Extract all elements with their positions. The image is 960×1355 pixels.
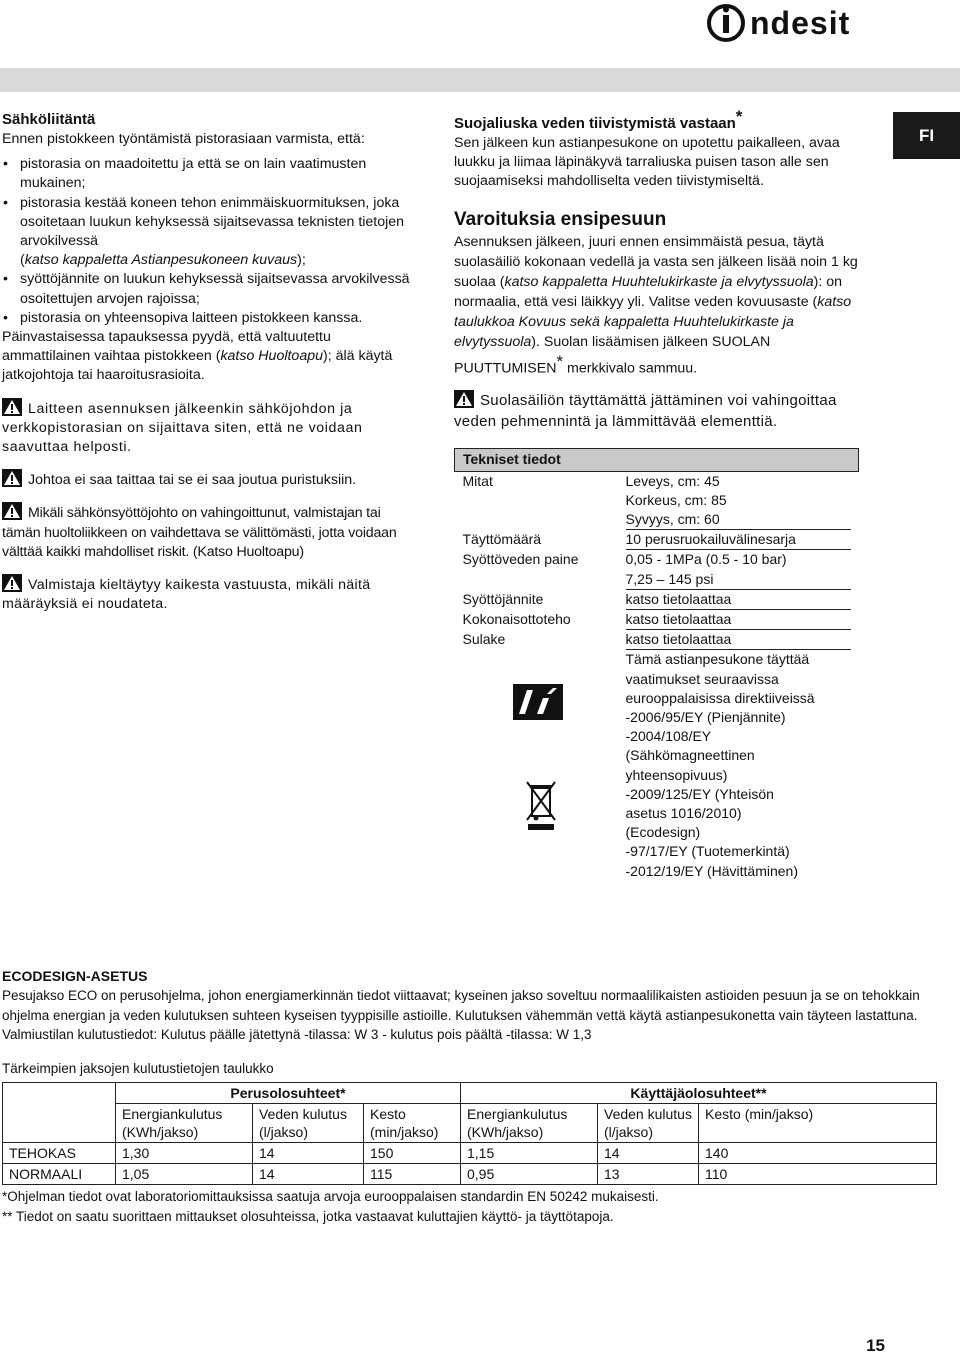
ce-mark-icon xyxy=(513,684,563,720)
ecodesign-title: ECODESIGN-ASETUS xyxy=(2,968,148,984)
technical-data-table xyxy=(454,448,859,880)
table-row xyxy=(455,650,859,880)
warning-icon xyxy=(454,390,474,408)
footnote: ** Tiedot on saatu suorittaen mittaukset olosuhteissa, jotka vastaavat kuluttajien käyttö- ja täyttötapoja. xyxy=(2,1208,614,1224)
warning-icon xyxy=(2,469,22,487)
language-tab: FI xyxy=(893,112,960,159)
warning-icon xyxy=(2,574,22,592)
list-item: • pistorasia kestää koneen tehon enimmäiskuormituksen, joka osoitetaan luukun kehyksessä sijaitsevassa teknisten tietojen arvokilvessä (katso kappaletta Astianpesukoneen kuvaus); xyxy=(2,194,420,271)
brand-i-icon xyxy=(706,0,750,48)
table-row: Kokonaisottoteho katso tietolaattaa xyxy=(455,610,859,630)
directives-list: Tämä astianpesukone täyttää vaatimukset seuraavissa eurooppalaisissa direktiiveissä -2006/95/EY (Pienjännite) -2004/108/EY (Sähkömagneettinen yhteensopivuus) -2009/125/EY (Yhteisön asetus 1016/2010) (Ecodesign) -97/17/EY (Tuotemerkintä) -2012/19/EY (Hävittäminen) xyxy=(625,651,815,879)
table-row: Syöttöveden paine 0,05 - 1MPa (0.5 - 10 bar) 7,25 – 145 psi xyxy=(455,550,859,589)
brand-name: ndesit xyxy=(750,5,851,41)
table-row: Sulake katso tietolaattaa xyxy=(455,630,859,650)
section-title-electrical: Sähköliitäntä xyxy=(2,111,96,128)
page-number: 15 xyxy=(866,1336,885,1355)
first-wash-text: Asennuksen jälkeen, juuri ennen ensimmäistä pesua, täytä suolasäiliö kokonaan vedellä ja vasta sen jälkeen lisää noin 1 kg suolaa (katso kappaletta Huuhtelukirkaste ja elvytyssuola): on normaalia, että vesi läikkyy yli. Valitse veden kovuusaste (katso taulukkoa Kovuus sekä kappaletta Huuhtelukirkaste ja elvytyssuola). Suolan lisäämisen jälkeen SUOLAN PUUTTUMISEN* merkkivalo sammuu. xyxy=(454,233,858,377)
seal-text: Sen jälkeen kun astianpesukone on upotettu paikalleen, avaa luukku ja liimaa läpinäkyvä tarraliuska puisen tason alle sen suojaamiseksi mahdolliselta veden tiivistymiseltä. xyxy=(454,135,840,190)
electrical-intro: Ennen pistokkeen työntämistä pistorasiaan varmista, että: xyxy=(2,131,365,147)
list-item: • pistorasia on maadoitettu ja että se on lain vaatimusten mukainen; xyxy=(2,155,420,193)
replacement-note: Päinvastaisessa tapauksessa pyydä, että valtuutettu ammattilainen vaihtaa pistokkeen (katso Huoltoapu); älä käytä jatkojohtoja tai haaroitusrasioita. xyxy=(2,329,393,384)
standby-text: Valmiustilan kulutustiedot: Kulutus päälle jätettynä -tilassa: W 3 - kulutus pois päältä -tilassa: W 1,3 xyxy=(2,1027,592,1042)
warning-damaged-cable: Mikäli sähkönsyöttöjohto on vahingoittunut, valmistajan tai tämän huoltoliikkeen on vaihdettava se välittömästi, jotta voidaan välttää kaikki mahdolliset riskit. (Katso Huoltoapu) xyxy=(2,502,420,562)
warning-liability: Valmistaja kieltäytyy kaikesta vastuusta, mikäli näitä määräyksiä ei noudateta. xyxy=(2,574,420,614)
warning-accessible-plug: Laitteen asennuksen jälkeenkin sähköjohdon ja verkkopistorasian on sijaittava siten, että ne voidaan saavuttaa helposti. xyxy=(2,398,420,458)
table-row: Syöttöjännite katso tietolaattaa xyxy=(455,590,859,610)
list-item: • syöttöjännite on luukun kehyksessä sijaitsevassa arvokilvessä osoitettujen arvojen rajoissa; xyxy=(2,270,420,308)
right-column xyxy=(454,107,876,881)
warning-icon xyxy=(2,502,22,520)
table-row: TEHOKAS 1,30 14 150 1,15 14 140 xyxy=(3,1143,937,1164)
header-bar xyxy=(0,68,960,92)
weee-bin-icon xyxy=(525,780,557,832)
spec-header: Tekniset tiedot xyxy=(455,449,859,471)
ecodesign-text: Pesujakso ECO on perusohjelma, johon energiamerkinnän tiedot viittaavat; kyseinen jakso soveltuu normaalilikaisten astioiden pesuun ja se on tehokkain ohjelma energian ja veden kulutuksen suhteen kyseisen tyyppisille astioille. Kulutuksen vähemmän vettä käytä astianpesukonetta vain täyteen lastattuna. xyxy=(2,988,920,1023)
section-title-first-wash: Varoituksia ensipesuun xyxy=(454,208,667,230)
electrical-checklist xyxy=(2,155,420,328)
table-row: NORMAALI 1,05 14 115 0,95 13 110 xyxy=(3,1164,937,1185)
ecodesign-section xyxy=(2,966,952,1226)
table-row: Mitat Leveys, cm: 45 Korkeus, cm: 85 Syvyys, cm: 60 xyxy=(455,471,859,530)
list-item: • pistorasia on yhteensopiva laitteen pistokkeen kanssa. xyxy=(2,309,420,328)
warning-cable-bend: Johtoa ei saa taittaa tai se ei saa joutua puristuksiin. xyxy=(2,469,420,490)
consumption-table: Perusolosuhteet* Käyttäjäolosuhteet** Energiankulutus (KWh/jakso) Veden kulutus (l/jakso) Kesto (min/jakso) Energiankulutus (KWh/jakso) Veden kulutus (l/jakso) Kesto (min/jakso) TEHOKAS 1,30 14 150 1,15 14 140 NORMAALI 1,05 14 115 0,95 13 110 xyxy=(2,1082,937,1185)
brand-logo xyxy=(706,0,906,48)
table-row: Täyttömäärä 10 perusruokailuvälinesarja xyxy=(455,530,859,550)
warning-salt: Suolasäiliön täyttämättä jättäminen voi vahingoittaa veden pehmennintä ja lämmittävää elementtiä. xyxy=(454,392,837,431)
warning-icon xyxy=(2,398,22,416)
footnote: *Ohjelman tiedot ovat laboratoriomittauksissa saatuja arvoja eurooppalaisen standardin EN 50242 mukaisesti. xyxy=(2,1189,659,1204)
left-column xyxy=(2,110,420,614)
consumption-table-caption: Tärkeimpien jaksojen kulutustietojen taulukko xyxy=(2,1060,274,1076)
section-title-seal: Suojaliuska veden tiivistymistä vastaan* xyxy=(454,107,743,132)
